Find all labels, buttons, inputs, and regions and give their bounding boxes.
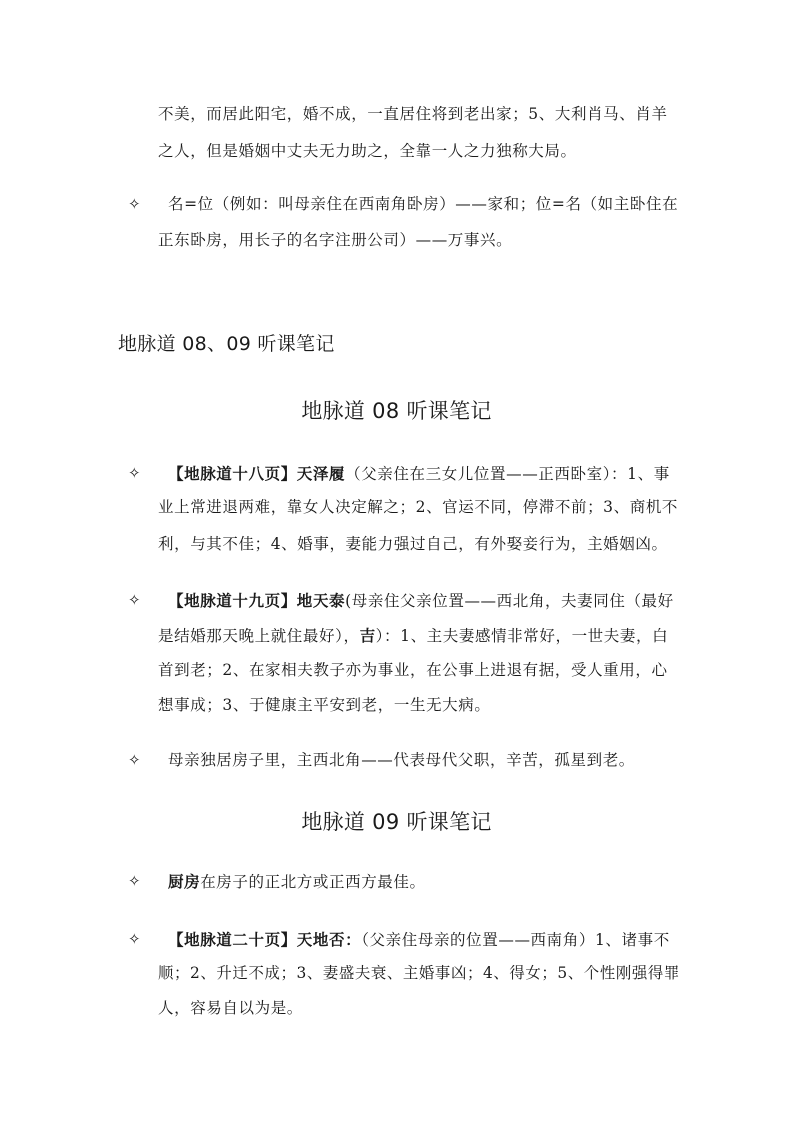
- p20-line-3: 人，容易自以为是。: [158, 999, 303, 1017]
- p19-ji: 吉: [359, 626, 376, 645]
- p19-line-2: [158, 628, 668, 645]
- p18-line-2: 业上常进退两难，靠女人决定解之；2、官运不同，停滞不前；3、商机不: [158, 498, 679, 516]
- kitchen-line: [168, 874, 426, 891]
- p19-line-1-rest: (母亲住父亲位置——西北角，夫妻同住（最好: [345, 592, 674, 610]
- heading-09: 地脉道 09 听课笔记: [301, 810, 492, 834]
- bullet-icon: ✧: [128, 930, 141, 948]
- bullet-icon: ✧: [128, 464, 141, 482]
- p20-line-1-rest: （父亲住母亲的位置——西南角）1、诸事不: [361, 931, 670, 949]
- p19-line-3: 首到老；2、在家相夫教子亦为事业，在公事上进退有据，受人重用，心: [158, 661, 668, 679]
- heading-08: 地脉道 08 听课笔记: [301, 399, 492, 423]
- bullet-icon: ✧: [128, 591, 141, 609]
- bullet-icon: ✧: [128, 195, 141, 213]
- p19-line-1: [168, 593, 674, 610]
- p19-tag: 【地脉道十九页】地天泰: [168, 591, 346, 610]
- bullet-icon: ✧: [128, 872, 141, 890]
- bullet-icon: ✧: [128, 751, 141, 769]
- p19-line-2-b: ）：1、主夫妻感情非常好，一世夫妻，白: [375, 627, 669, 645]
- section-title: 地脉道 08、09 听课笔记: [118, 333, 335, 355]
- p18-line-3: 利，与其不佳；4、婚事，妻能力强过自己，有外娶妾行为，主婚姻凶。: [158, 535, 668, 553]
- intro-line-1: 不美，而居此阳宅，婚不成，一直居住将到老出家；5、大利肖马、肖羊: [158, 105, 668, 123]
- naming-line-1: 名=位（例如：叫母亲住在西南角卧房）——家和；位=名（如主卧住在: [168, 195, 679, 213]
- p20-line-1: [168, 932, 670, 949]
- p20-line-2: 顺；2、升迁不成；3、妻盛夫衰、主婚事凶；4、得女；5、个性刚强得罪: [158, 964, 680, 982]
- naming-line-2: 正东卧房，用长子的名字注册公司）——万事兴。: [158, 231, 513, 249]
- p20-tag: 【地脉道二十页】天地否：: [168, 930, 362, 949]
- mother-line-1: 母亲独居房子里，主西北角——代表母代父职，辛苦，孤星到老。: [168, 751, 635, 769]
- kitchen-rest: 在房子的正北方或正西方最佳。: [200, 873, 426, 891]
- p19-line-4: 想事成；3、于健康主平安到老，一生无大病。: [158, 696, 491, 714]
- kitchen-bold: 厨房: [168, 872, 201, 891]
- p19-line-2-a: 是结婚那天晚上就住最好），: [158, 627, 360, 645]
- p18-line-1-rest: （父亲住在三女儿位置——正西卧室）：1、事: [345, 465, 670, 483]
- p18-tag: 【地脉道十八页】天泽履: [168, 464, 346, 483]
- p18-line-1: [168, 466, 670, 483]
- intro-line-2: 之人，但是婚姻中丈夫无力助之，全靠一人之力独称大局。: [158, 142, 577, 160]
